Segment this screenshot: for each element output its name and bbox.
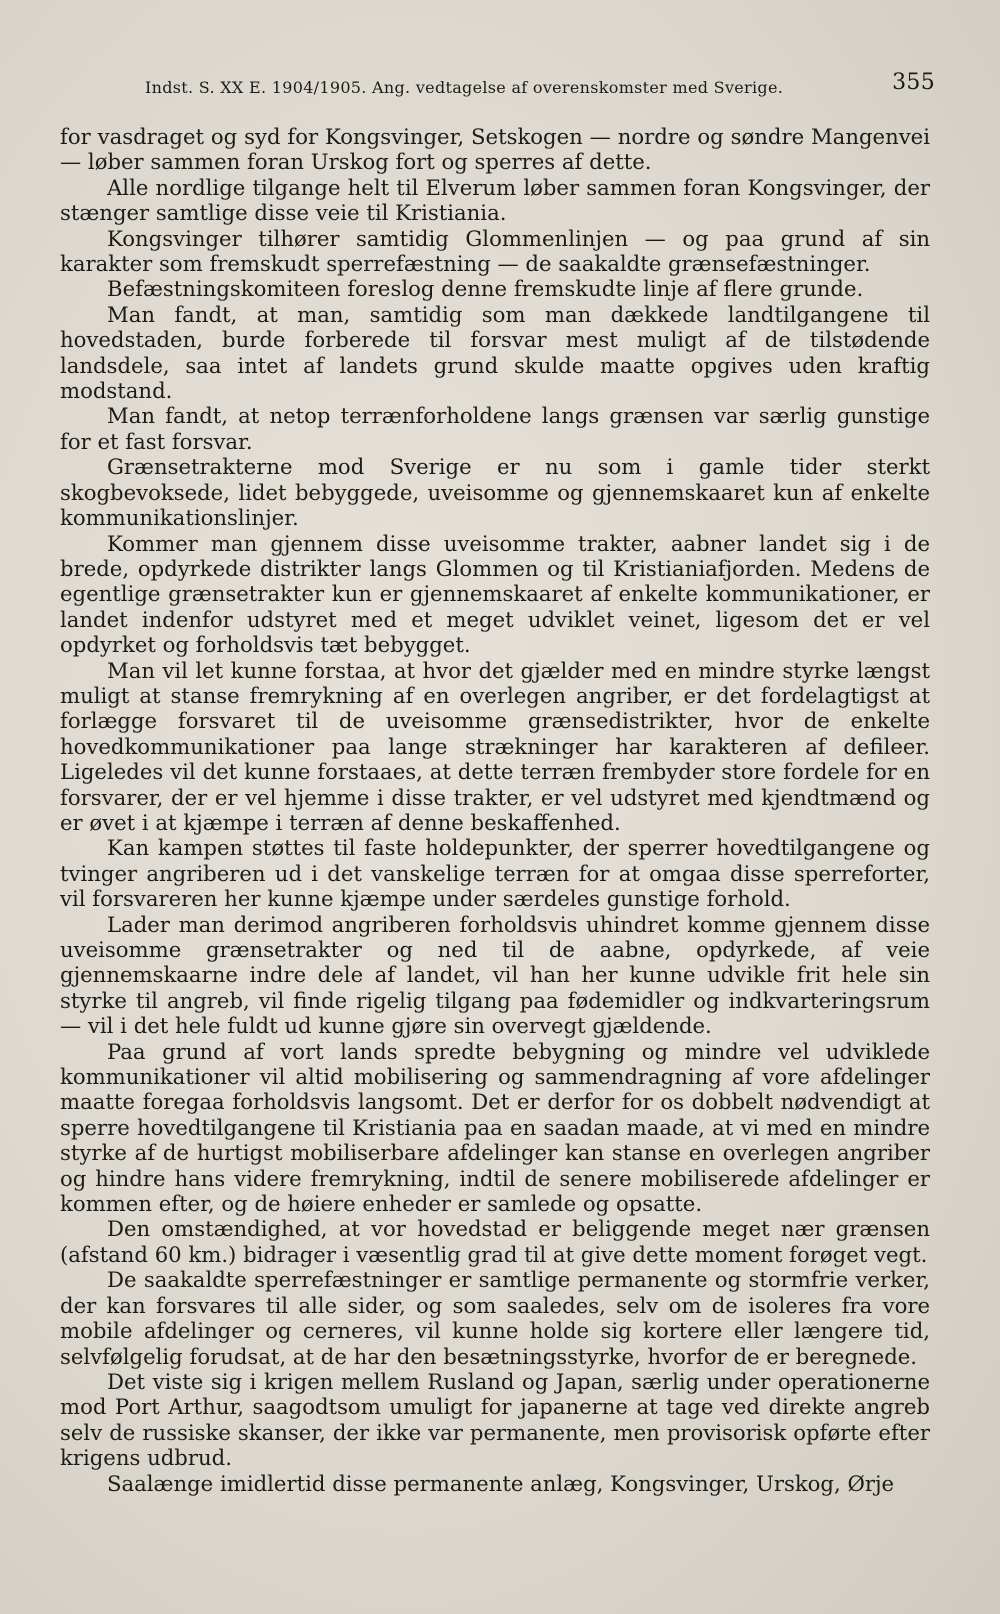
paragraph: Man fandt, at netop terrænforholdene langs grænsen var særlig gunstige for et fast forsvar. [60,403,930,454]
paragraph: Det viste sig i krigen mellem Rusland og Japan, særlig under operationerne mod Port Arthur, saagodtsom umuligt for japanerne at tage ved direkte angreb selv de russiske skanser, der ikke var permanente, men provisorisk opførte efter krigens udbrud. [60,1368,930,1471]
paragraph: Lader man derimod angriberen forholdsvis uhindret komme gjennem disse uveisomme grænsetrakter og ned til de aabne, opdyrkede, af veie gjennemskaarne indre dele af landet, vil han her kunne udvikle frit hele sin styrke til angreb, vil finde rigelig tilgang paa fødemidler og indkvarteringsrum — vil i det hele fuldt ud kunne gjøre sin overvegt gjældende. [60,911,930,1039]
paragraph: Alle nordlige tilgange helt til Elverum løber sammen foran Kongsvinger, der stænger samtlige disse veie til Kristiania. [60,174,930,226]
paragraph: Grænsetrakterne mod Sverige er nu som i gamle tider sterkt skogbevoksede, lidet bebyggede, uveisomme og gjennemskaaret kun af enkelte kommunikationslinjer. [60,454,930,531]
paragraph: Befæstningskomiteen foreslog denne fremskudte linje af flere grunde. [107,276,864,302]
body-text [60,124,930,1496]
paragraph: Paa grund af vort lands spredte bebygning og mindre vel udviklede kommunikationer vil altid mobilisering og sammendragning af vore afdelinger maatte foregaa forholdsvis langsomt. Det er derfor for os dobbelt nødvendigt at sperre hovedtilgangene til Kristiania paa en saadan maade, at vi med en mindre styrke af de hurtigst mobiliserbare afdelinger kan stanse en overlegen angriber og hindre hans videre fremrykning, indtil de senere mobiliserede afdelinger er kommen efter, og de høiere enheder er samlede og opsatte. [60,1038,930,1217]
paragraph: for vasdraget og syd for Kongsvinger, Setskogen — nordre og søndre Mangenvei — løber sammen foran Urskog fort og sperres af dette. [60,124,930,175]
paragraph: De saakaldte sperrefæstninger er samtlige permanente og stormfrie verker, der kan forsvares til alle sider, og som saaledes, selv om de isoleres fra vore mobile afdelinger og cerneres, vil kunne holde sig kortere eller længere tid, selvfølgelig forudsat, at de har den besætningsstyrke, hvorfor de er beregnede. [60,1267,930,1369]
header-title: Indst. S. XX E. 1904/1905. Ang. vedtagelse af overenskomster med Sverige. [145,78,784,97]
paragraph: Kommer man gjennem disse uveisomme trakter, aabner landet sig i de brede, opdyrkede distrikter langs Glommen og til Kristianiafjorden. Medens de egentlige grænsetrakter kun er gjennemskaaret af enkelte kommunikationer, er landet indenfor udstyret med et meget udviklet veinet, ligesom det er vel opdyrket og forholdsvis tæt bebygget. [60,530,930,658]
page-number: 355 [892,70,935,95]
paragraph: Man fandt, at man, samtidig som man dækkede landtilgangene til hovedstaden, burde forberede til forsvar mest muligt af de tilstødende landsdele, saa intet af landets grund skulde maatte opgives uden kraftig modstand. [60,301,930,404]
paragraph: Den omstændighed, at vor hovedstad er beliggende meget nær grænsen (afstand 60 km.) bidrager i væsentlig grad til at give dette moment forøget vegt. [60,1216,930,1267]
paragraph: Man vil let kunne forstaa, at hvor det gjælder med en mindre styrke længst muligt at stanse fremrykning af en overlegen angriber, er det fordelagtigst at forlægge forsvaret til de uveisomme grænsedistrikter, hvor de enkelte hovedkommunikationer paa lange strækninger har karakteren af defileer. Ligeledes vil det kunne forstaaes, at dette terræn frembyder store fordele for en forsvarer, der er vel hjemme i disse trakter, er vel udstyret med kjendtmænd og er øvet i at kjæmpe i terræn af denne beskaffenhed. [60,657,930,835]
paragraph: Saalænge imidlertid disse permanente anlæg, Kongsvinger, Urskog, Ørje [107,1470,895,1496]
paragraph: Kan kampen støttes til faste holdepunkter, der sperrer hovedtilgangene og tvinger angriberen ud i det vanskelige terræn for at omgaa disse sperreforter, vil forsvareren her kunne kjæmpe under særdeles gunstige forhold. [60,835,930,912]
running-header [145,70,935,100]
paragraph: Kongsvinger tilhører samtidig Glommenlinjen — og paa grund af sin karakter som fremskudt sperrefæstning — de saakaldte grænsefæstninger. [60,225,930,277]
